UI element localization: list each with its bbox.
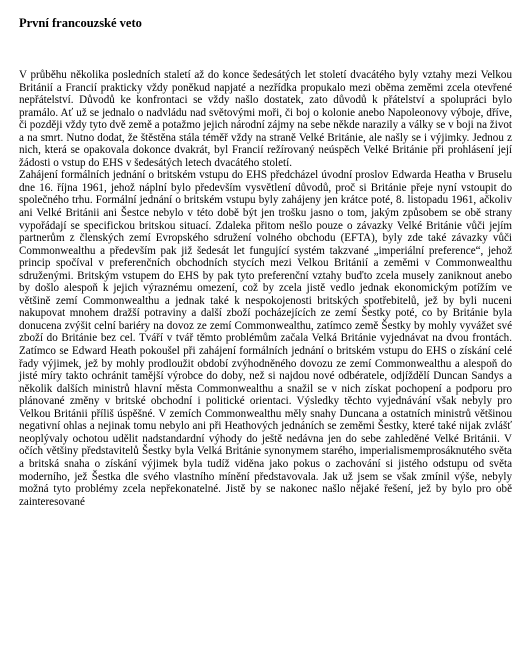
paragraph-1: V průběhu několika posledních staletí až do konce šedesátých let století dvacátého byly vztahy mezi Velkou Británií a Francií prakticky vždy poněkud napjaté a nezřídka propukalo mezi oběma zeměmi zcela otevřené nepřátelství. Důvodů ke konfrontaci se vždy našlo dostatek, zato důvodů k přátelství a spolupráci bylo pramálo. Ať už se jednalo o nadvládu nad světovými moři, či boj o kolonie anebo Napoleonovy výboje, dříve, či později vždy tyto dvě země a potažmo jejich národní zájmy na sebe někde narazily a války se v boji na život a na smrt. Nutno dodat, že štěstěna stála téměř vždy na straně Velké Británie, ale našly se i výjimky. Jednou z nich, která se opakovala dokonce dvakrát, byl Francií režírovaný neúspěch Velké Británie při prohlásení její žádosti o vstup do EHS v šedesátých letech dvacátého století. — [19, 69, 512, 169]
document-title: První francouzské veto — [19, 16, 142, 30]
paragraph-2: Zahájení formálních jednání o britském vstupu do EHS předcházel úvodní proslov Edwarda Heatha v Bruselu dne 16. října 1961, jehož náplní bylo především vysvětlení důvodů, proč si Británie přeje nyní vstoupit do společného trhu. Formální jednání o britském vstupu byly zahájeny jen krátce poté, 8. listopadu 1961, ačkoliv ani Velké Británii ani Šestce nebylo v této době být jen trošku jasno o tom, jakým způsobem se obě strany vypořádají se specifickou britskou situací. Zdaleka přitom nešlo pouze o závazky Velké Británie vůči jejím partnerům z členských zemí Evropského sdružení volného obchodu (EFTA), byly zde také závazky vůči Commonwealthu a především pak již šedesát let fungující systém takzvané „imperiální preference“, jehož princip spočíval v preferenčních obchodních stycích mezi Velkou Británií a zeměmi v Commonwealthu sdruženými. Britským vstupem do EHS by pak tyto preferenční vztahy buďto zcela musely zaniknout anebo by došlo alespoň k jejich výraznému omezení, což by zcela jistě vedlo jednak ekonomickým potížím ve většině zemí Commonwealthu a jednak také k nespokojenosti britských spotřebitelů, jež by byli nuceni nakupovat mnohem dražší potraviny a další zboží pocházejících ze zemí Šestky poté, co by Británie byla donucena zvýšit celní bariéry na dovoz ze zemí Commonwealthu, zatímco země Šestky by mohly vyvážet své zboží do Británie bez cel. Tváří v tvář těmto problémům začala Velká Británie vyjednávat na dvou frontách. Zatímco se Edward Heath pokoušel při zahájení formálních jednání o britském vstupu do EHS o získání celé řady výjimek, jež by mohly prodloužit období zvýhodněného dovozu ze zemí Commonwealthu a alespoň do jisté míry takto ochránit tamější výrobce do doby, než si najdou nové odbératele, odjíždělí Duncan Sandys a několik dalších ministrů hlavní města Commonwealthu a snažil se v nich získat pochopení a podporu pro plánované změny v britské obchodní i politické orientaci. Výsledky těchto vyjednávání však nebyly pro Velkou Británii příliš úspěšné. V zemích Commonwealthu měly snahy Duncana a ostatních ministrů většinou negativní ohlas a nejinak tomu nebylo ani při Heathových jednáních se zeměmi Šestky, které také nijak zvlášť neoplývaly ochotou udělit nadstandardní výhody do ještě nedávna jen do sebe zahleděné Velké Británii. V očích většiny představitelů Šestky byla Velká Británie synonymem starého, imperialismemprosáknutého světa a britská snaha o získání výjimek byla tudíž viděna jako pokus o zachování si jistého odstupu od světa moderního, jež Šestka dle svého vlastního mínění představovala. Jak už jsem se však zmínil výše, nebyly možná tyto problémy zcela nepřekonatelné. Jistě by se nakonec našlo nějaké řešení, jež by bylo pro obě zainteresované — [19, 169, 512, 508]
